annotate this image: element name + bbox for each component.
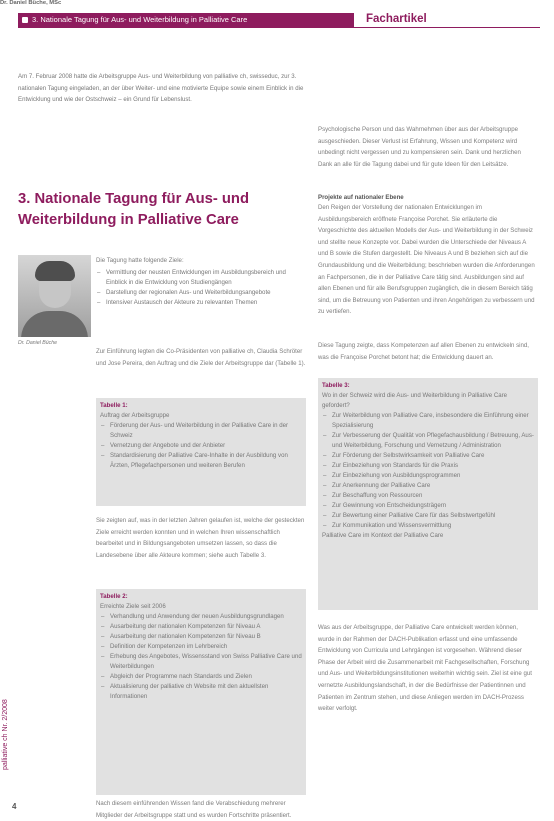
table-2-item: – Erhebung des Angebotes, Wissensstand von Swiss Palliative Care und Weiterbildungen: [100, 652, 302, 672]
article-title: 3. Nationale Tagung für Aus- und Weiterbildung in Palliative Care: [18, 191, 249, 228]
table-2-title: Tabelle 2:: [100, 593, 128, 600]
table-3-item: – Zur Einbeziehung von Ausbildungsprogrammen: [322, 471, 534, 481]
table-1-item: – Förderung der Aus- und Weiterbildung in der Palliative Care in der Schweiz: [100, 421, 302, 441]
photo-caption: Dr. Daniel Büche: [18, 340, 58, 346]
col2-subhead: Projekte auf nationaler Ebene: [318, 194, 404, 201]
table-2-item: – Abgleich der Programme nach Standards und Zielen: [100, 672, 302, 682]
table-3-item: – Zur Förderung der Selbstwirksamkeit von Palliative Care: [322, 451, 534, 461]
table-1-item: – Vernetzung der Angebote und der Anbieter: [100, 441, 302, 451]
table-3-item: – Zur Verbesserung der Qualität von Pflegefachausbildung / Betreuung, Aus- und Weiterbildung, Forschung und Vernetzung / Administration: [322, 431, 534, 451]
table-3-item: – Zur Gewinnung von Entscheidungsträgern: [322, 501, 534, 511]
table-3-item: – Zur Bewertung einer Palliative Care für das Selbstwertgefühl: [322, 511, 534, 521]
table-2-item: – Verhandlung und Anwendung der neuen Ausbildungsgrundlagen: [100, 612, 302, 622]
goal-item: – Vermittlung der neusten Entwicklungen im Ausbildungsbereich und Einblick in die Entwicklung von Studiengängen: [96, 268, 304, 288]
table-3-item: – Zur Beschaffung von Ressourcen: [322, 491, 534, 501]
col2-paragraph: Den Reigen der Vorstellung der nationalen Entwicklungen im Ausbildungsbereich eröffnete Françoise Porchet. Sie erläuterte die Vorgeschichte des aktuellen Modells der Aus- und Weiterbildung in der Schweiz und stellte neue Konzepte vor. Dabei wurden die Unterschiede der Niveaus A und B sowie die Stufen dargestellt. Die Niveaus A und B beziehen sich auf die Grundausbildung und die Weiterbildung; beschrieben wurden die Anforderungen an Fachpersonen, die in der Palliative Care tätig sind. Ausbildungen sind auf allen Ebenen und für alle Berufsgruppen zugänglich, die in diesem Bereich tätig sind, um die Betreuung von Patienten und ihren Angehörigen zu verbessern und zu vertiefen.: [318, 204, 535, 316]
table-2-item: – Ausarbeitung der nationalen Kompetenzen für Niveau A: [100, 622, 302, 632]
table-2-box: [96, 589, 306, 795]
lead-paragraph: Am 7. Februar 2008 hatte die Arbeitsgruppe Aus- und Weiterbildung von palliative ch, swisseduc, zur 3. nationalen Tagung eingeladen, an der über Weiter- und eine motivierte Equipe sowie einem Einblick in die Entwicklung und wie der Ostschweiz – ein Grund für Lebenslust.: [18, 73, 304, 104]
table-3-title: Tabelle 3:: [322, 382, 350, 389]
table-3-item: – Zur Weiterbildung von Palliative Care, insbesondere die Einführung einer Spezialisierung: [322, 411, 534, 431]
col2-paragraph: Psychologische Person und das Wahrnehmen über aus der Arbeitsgruppe ausgeschieden. Dieser Verlust ist Erfahrung, Wissen und Kompetenz wird unbedingt nicht vergessen und zu kompensieren sein. Dank und herzlichen Dank an alle für die Tagung dabei und für gute Ideen für den Leitsätze.: [318, 126, 521, 168]
table-2-item: – Definition der Kompetenzen im Lehrbereich: [100, 642, 302, 652]
table-3-footer: Palliative Care im Kontext der Palliative Care: [322, 532, 444, 539]
table-1-title: Tabelle 1:: [100, 402, 128, 409]
author-photo: [18, 255, 91, 337]
table-3-item: – Zur Kommunikation und Wissensvermittlung: [322, 521, 534, 531]
page-number: 4: [12, 802, 17, 811]
table-3-subtitle: Wo in der Schweiz wird die Aus- und Weiterbildung in Palliative Care gefordert?: [322, 392, 508, 409]
table-1-box: [96, 398, 306, 506]
journal-issue-label: palliative ch Nr. 2/2008: [2, 699, 9, 770]
table-1-subtitle: Auftrag der Arbeitsgruppe: [100, 412, 170, 419]
table-2-subtitle: Erreichte Ziele seit 2006: [100, 603, 166, 610]
col1-intro: Die Tagung hatte folgende Ziele:: [96, 257, 184, 264]
col1-paragraph: Nach diesem einführenden Wissen fand die Verabschiedung mehrerer Mitglieder der Arbeitsgruppe statt und es wurden Fortschritte präsentiert.: [96, 800, 292, 819]
header-band-text: 3. Nationale Tagung für Aus- und Weiterbildung in Palliative Care: [32, 15, 248, 24]
goals-list: [96, 268, 304, 308]
header-band: [18, 13, 354, 28]
author-name: Dr. Daniel Büche, MSc: [0, 0, 62, 6]
table-2-item: – Aktualisierung der palliative ch Website mit den aktuellsten Informationen: [100, 682, 302, 702]
header-bullet-icon: [22, 17, 28, 23]
goal-item: – Intensiver Austausch der Akteure zu relevanten Themen: [96, 298, 304, 308]
col1-paragraph: Zur Einführung legten die Co-Präsidenten von palliative ch, Claudia Schröter und Jose Pereira, den Auftrag und die Ziele der Arbeitsgruppe dar (Tabelle 1).: [96, 348, 306, 367]
col1-paragraph: Sie zeigten auf, was in der letzten Jahren gelaufen ist, welche der gesteckten Ziele erreicht werden konnten und in welchen Ihren wissenschaftlich bearbeitet und in Bildungsangeboten umsetzen lassen, so dass die Landesebene über alle Akteure kommen; siehe auch Tabelle 3.: [96, 517, 305, 559]
goal-item: – Darstellung der regionalen Aus- und Weiterbildungsangebote: [96, 288, 304, 298]
table-3-item: – Zur Einbeziehung von Standards für die Praxis: [322, 461, 534, 471]
col2-paragraph: Diese Tagung zeigte, dass Kompetenzen auf allen Ebenen zu entwickeln sind, was die Françoise Porchet betont hat; die Entwicklung dauert an.: [318, 342, 529, 361]
section-label: Fachartikel: [366, 13, 427, 25]
header-rule: [354, 27, 540, 28]
table-3-box: [318, 378, 538, 610]
table-2-item: – Ausarbeitung der nationalen Kompetenzen für Niveau B: [100, 632, 302, 642]
table-3-item: – Zur Anerkennung der Palliative Care: [322, 481, 534, 491]
table-1-item: – Standardisierung der Palliative Care-Inhalte in der Ausbildung von Ärzten, Pflegefachpersonen und weiteren Berufen: [100, 451, 302, 471]
col2-paragraph: Was aus der Arbeitsgruppe, der Palliative Care entwickelt werden können, wurde in der Rahmen der DACH-Publikation erfasst und eine umfassende Entwicklung von Curricula und Lehrgängen ist vorgesehen. Während dieser Phase der Arbeit wird die Zusammenarbeit mit Fachgesellschaften, Forschung und Aus- und Weiterbildungsinstitutionen weiterhin wichtig sein. Ziel ist eine gut vernetzte Ausbildungslandschaft, in der die Bedürfnisse der Patientinnen und Patienten im Zentrum stehen, und diese Anliegen werden im DACH-Prozess weiter verfolgt.: [318, 624, 532, 713]
